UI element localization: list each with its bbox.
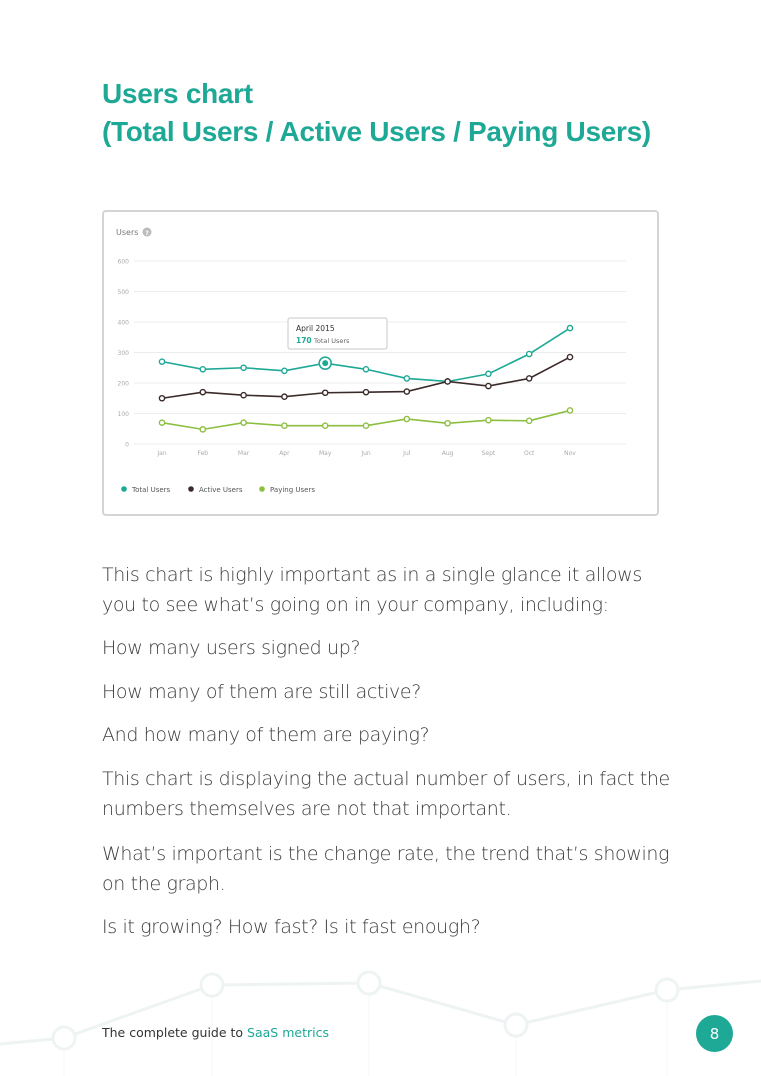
active-users-point (445, 379, 450, 384)
total-users-point (363, 367, 368, 372)
x-tick-label: Sept (481, 450, 496, 457)
paragraph-growth: Is it growing? How fast? Is it fast enough? (102, 916, 481, 938)
chart-title: Users (116, 228, 139, 237)
y-tick-label: 0 (125, 441, 129, 449)
footer-text (102, 1025, 329, 1040)
paragraph-numbers: This chart is displaying the actual number of users, in fact the numbers themselves are not that important. (102, 768, 670, 820)
active-users-point (323, 390, 328, 395)
tooltip-title: April 2015 (296, 324, 335, 333)
total-users-point (200, 367, 205, 372)
total-users-point (241, 365, 246, 370)
y-tick-label: 100 (117, 411, 129, 418)
active-users-point (159, 396, 164, 401)
total-users-point (486, 371, 491, 376)
total-users-point (567, 326, 572, 331)
y-tick-label: 300 (117, 350, 129, 357)
page-number-badge: 8 (696, 1015, 733, 1052)
users-chart (102, 210, 659, 516)
paying-users-point (282, 423, 287, 428)
total-users-point (527, 351, 532, 356)
legend-paying-users-marker (259, 486, 265, 492)
legend-active-users-label: Active Users (199, 486, 243, 494)
total-users-point (404, 376, 409, 381)
paying-users-point (486, 418, 491, 423)
active-users-point (282, 394, 287, 399)
y-tick-label: 400 (117, 319, 129, 327)
paying-users-point (527, 418, 532, 423)
footer-decoration (0, 960, 761, 1076)
active-users-point (200, 390, 205, 395)
legend-paying-users-label: Paying Users (270, 486, 315, 494)
active-users-point (363, 390, 368, 395)
legend-total-users-label: Total Users (132, 486, 171, 494)
paying-users-point (159, 420, 164, 425)
paragraph-question-signed-up: How many users signed up? (102, 637, 361, 659)
footer-accent: SaaS metrics (247, 1025, 329, 1040)
active-users-point (404, 389, 409, 394)
legend-total-users-marker (121, 486, 127, 492)
y-tick-label: 500 (117, 289, 129, 296)
x-tick-label: Feb (197, 450, 209, 457)
paragraph-intro: This chart is highly important as in a single glance it allows you to see what’s going on in your company, including: (102, 564, 642, 616)
paying-users-point (445, 421, 450, 426)
paying-users-point (200, 427, 205, 432)
y-tick-label: 600 (117, 258, 129, 266)
x-tick-label: Aug (441, 450, 454, 457)
total-users-point (159, 359, 164, 364)
total-users-point (282, 368, 287, 373)
paying-users-point (241, 420, 246, 425)
x-tick-label: Oct (524, 450, 535, 457)
paragraph-question-active: How many of them are still active? (102, 681, 421, 703)
page-title: Users chart (102, 78, 253, 109)
tooltip-label: Total Users (314, 337, 350, 345)
paragraph-change-rate: What’s important is the change rate, the trend that’s showing on the graph. (102, 843, 670, 895)
paying-users-point (363, 423, 368, 428)
paragraph-question-paying: And how many of them are paying? (102, 724, 430, 746)
y-tick-label: 200 (117, 380, 129, 388)
legend-active-users-marker (188, 486, 194, 492)
x-tick-label: May (318, 450, 332, 457)
paying-users-point (567, 408, 572, 413)
help-icon-glyph: ? (145, 229, 149, 237)
active-users-point (527, 376, 532, 381)
x-tick-label: Jan (157, 450, 167, 457)
x-tick-label: Jul (403, 450, 411, 457)
tooltip-value: 170 (296, 336, 312, 345)
highlight-dot (322, 360, 328, 366)
paying-users-point (323, 423, 328, 428)
footer-label: The complete guide to (102, 1025, 248, 1040)
x-tick-label: Nov (564, 450, 576, 457)
x-tick-label: Apr (279, 450, 290, 457)
users-chart-svg (104, 212, 657, 514)
active-users-point (241, 393, 246, 398)
x-tick-label: Jun (361, 450, 371, 457)
paying-users-point (404, 416, 409, 421)
page-subtitle: (Total Users / Active Users / Paying Users) (102, 116, 651, 147)
active-users-point (486, 383, 491, 388)
active-users-point (567, 354, 572, 359)
x-tick-label: Mar (237, 450, 250, 457)
